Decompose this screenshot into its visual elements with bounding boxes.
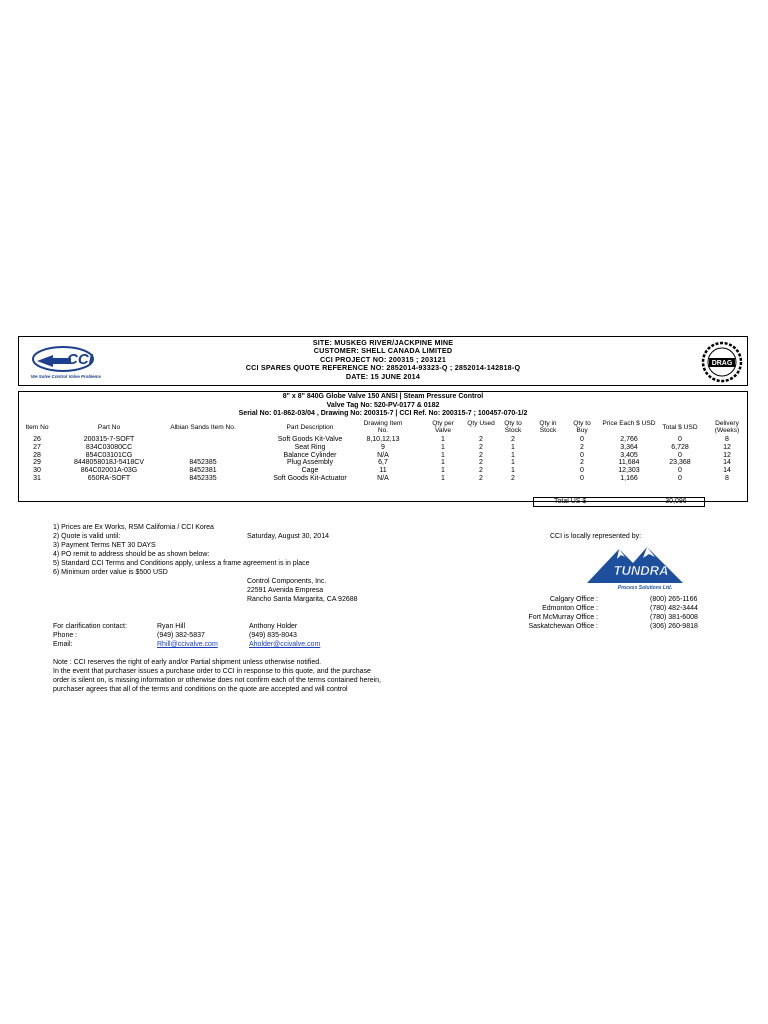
valve-line-3: Serial No: 01-862-03/04 , Drawing No: 200315-7 | CCI Ref. No: 200315-7 ; 100457-070-1/2: [238, 410, 528, 418]
cell-price: 1,166: [620, 475, 638, 482]
col-header-albian: Albian Sands Item No.: [170, 424, 236, 431]
contact-label: For clarification contact:: [53, 623, 127, 630]
col-header-qty-stock: Qty to Stock: [504, 420, 522, 435]
cci-logo-text: CCI: [67, 351, 93, 368]
cell-part: 8448058018J-5418CV: [73, 459, 145, 467]
cell-qty-used: 2: [479, 451, 483, 459]
office-phone-saskatchewan: (306) 260-9818: [650, 623, 698, 630]
term-4: 4) PO remit to address should be as shown below:: [53, 551, 210, 558]
cell-drawing: N/A: [377, 475, 389, 482]
cell-part: 200315-7-SOFT: [83, 436, 135, 443]
cell-qty-stock: 2: [511, 475, 515, 482]
header-customer: CUSTOMER: SHELL CANADA LIMITED: [313, 346, 453, 356]
quote-header: [18, 336, 748, 386]
cell-item: 26: [33, 436, 41, 443]
cell-part: 854C03101CG: [85, 451, 133, 459]
footnote-4: purchaser agrees that all of the terms and conditions on the quote are accepted and will control: [53, 686, 348, 693]
cell-price: 11,684: [618, 459, 640, 467]
term-1: 1) Prices are Ex Works, RSM California / CCI Korea: [53, 524, 214, 531]
cell-delivery: 14: [723, 459, 731, 467]
header-quote-ref: CCI SPARES QUOTE REFERENCE NO: 2852014-93323-Q ; 2852014-142818-Q: [245, 363, 521, 373]
office-phone-fort-mcmurray: (780) 381-6008: [650, 614, 698, 621]
tundra-logo: [585, 543, 701, 593]
footnote-3: order is silent on, is missing information or otherwise does not confirm each of the terms contained herein,: [53, 677, 381, 684]
cell-qty-buy: 0: [580, 475, 584, 482]
cell-desc: Soft Goods Kit-Actuator: [273, 475, 347, 482]
remit-line-1: Control Components, Inc.: [247, 578, 327, 585]
tundra-logo-text: TUNDRA: [613, 563, 669, 578]
remit-line-2: 22591 Avenida Empresa: [247, 587, 324, 594]
term-5: 5) Standard CCI Terms and Conditions apply, unless a frame agreement is in place: [53, 560, 310, 567]
cell-price: 3,405: [620, 451, 638, 459]
cell-item: 30: [33, 467, 41, 475]
tundra-logo-subtext: Process Solutions Ltd.: [617, 585, 673, 591]
header-project: CCI PROJECT NO: 200315 ; 203121: [319, 354, 447, 364]
email-label: Email:: [53, 641, 73, 648]
valve-description: [19, 393, 747, 419]
valve-line-2: Valve Tag No: 520-PV-0177 & 0182: [326, 401, 440, 409]
cell-albian: 8452335: [189, 475, 217, 482]
term-2: 2) Quote is valid until:: [53, 533, 121, 540]
cell-qty-stock: 1: [511, 451, 515, 459]
cell-qty-buy: 0: [580, 467, 584, 475]
cell-total: 0: [678, 451, 682, 459]
office-phone-edmonton: (780) 482-3444: [650, 605, 698, 612]
office-phone-calgary: (800) 265-1166: [650, 596, 698, 603]
header-site: SITE: MUSKEG RIVER/JACKPINE MINE: [312, 338, 454, 347]
office-label-saskatchewan: Saskatchewan Office :: [528, 623, 598, 630]
term-3: 3) Payment Terms NET 30 DAYS: [53, 542, 156, 549]
cell-item: 31: [33, 475, 41, 482]
cell-qty-used: 2: [479, 436, 483, 443]
cell-albian: 8452381: [189, 467, 217, 475]
col-header-item: Item No: [25, 424, 49, 431]
col-header-description: Part Description: [286, 424, 334, 431]
footnote-2: In the event that purchaser issues a purchase order to CCI in response to this quote, and the purchase: [53, 668, 371, 675]
cell-total: 0: [678, 475, 682, 482]
contact-2-phone: (949) 835-8043: [249, 632, 297, 639]
cell-delivery: 8: [725, 475, 729, 482]
phone-label: Phone :: [53, 632, 78, 639]
cell-qty-valve: 1: [441, 475, 445, 482]
remit-line-3: Rancho Santa Margarita, CA 92688: [247, 596, 358, 603]
office-label-fort-mcmurray: Fort McMurray Office :: [528, 614, 598, 621]
col-header-qty-used: Qty Used: [467, 420, 495, 427]
cell-drawing: 9: [381, 443, 385, 451]
cell-price: 3,364: [620, 443, 638, 451]
cell-total: 6,728: [671, 443, 689, 451]
office-label-edmonton: Edmonton Office :: [542, 605, 598, 612]
col-header-price: Price Each $ USD: [602, 420, 656, 427]
cell-desc: Cage: [301, 467, 319, 475]
valve-line-1: 8" x 8" 840G Globe Valve 150 ANSI | Steam Pressure Control: [282, 393, 484, 400]
cell-part: 834C03080CC: [85, 443, 133, 451]
col-header-delivery: Delivery (Weeks): [714, 420, 740, 435]
cell-item: 29: [33, 459, 41, 467]
cell-total: 0: [678, 436, 682, 443]
total-label: Total US $: [554, 498, 587, 505]
contact-2-email-link[interactable]: Aholder@ccivalve.com: [249, 641, 321, 648]
cell-item: 27: [33, 443, 41, 451]
cell-qty-valve: 1: [441, 436, 445, 443]
cell-part: 650RA-SOFT: [87, 475, 131, 482]
contact-2-name: Anthony Holder: [249, 623, 298, 630]
cell-part: 864C02001A-03G: [80, 467, 138, 475]
cell-desc: Seat Ring: [294, 443, 326, 451]
cell-qty-buy: 2: [580, 459, 584, 467]
cell-delivery: 14: [723, 467, 731, 475]
cell-qty-stock: 2: [511, 436, 515, 443]
col-header-drawing: Drawing Item No.: [363, 420, 403, 435]
header-date: DATE: 15 JUNE 2014: [345, 371, 421, 381]
col-header-qty-valve: Qty per Valve: [432, 420, 454, 435]
drag-logo-text: DRAG: [711, 360, 733, 368]
cell-qty-buy: 0: [580, 436, 584, 443]
header-lines: [19, 339, 747, 381]
drag-logo: [701, 341, 743, 383]
cell-qty-valve: 1: [441, 451, 445, 459]
col-header-qty-in-stock: Qty in Stock: [539, 420, 557, 435]
cell-total: 0: [678, 467, 682, 475]
cell-qty-valve: 1: [441, 443, 445, 451]
col-header-part: Part No: [97, 424, 121, 431]
cci-tagline: We Solve Control Valve Problems: [31, 374, 102, 379]
cell-qty-valve: 1: [441, 467, 445, 475]
cell-qty-buy: 2: [580, 443, 584, 451]
cell-qty-valve: 1: [441, 459, 445, 467]
represented-by: CCI is locally represented by:: [550, 533, 642, 540]
total-row: [533, 497, 705, 507]
contact-1-name: Ryan Hill: [157, 623, 186, 630]
cell-drawing: 11: [379, 467, 387, 475]
cell-total: 23,368: [669, 459, 691, 467]
cell-drawing: 6,7: [378, 459, 388, 467]
cell-albian: 8452385: [189, 459, 217, 467]
cell-drawing: N/A: [377, 451, 389, 459]
cell-qty-stock: 1: [511, 467, 515, 475]
cell-desc: Soft Goods Kit-Valve: [277, 436, 343, 443]
cell-delivery: 12: [723, 443, 731, 451]
cell-qty-used: 2: [479, 459, 483, 467]
footnote-1: Note : CCI reserves the right of early and/or Partial shipment unless otherwise notified.: [53, 659, 322, 666]
office-label-calgary: Calgary Office :: [549, 596, 598, 603]
cell-qty-buy: 0: [580, 451, 584, 459]
cell-qty-used: 2: [479, 467, 483, 475]
valid-until-date: Saturday, August 30, 2014: [247, 533, 329, 540]
cell-qty-stock: 1: [511, 459, 515, 467]
cell-desc: Plug Assembly: [287, 459, 333, 467]
cell-delivery: 8: [725, 436, 729, 443]
cell-item: 28: [33, 451, 41, 459]
cell-qty-stock: 1: [511, 443, 515, 451]
cell-desc: Balance Cylinder: [283, 451, 337, 459]
col-header-total: Total $ USD: [662, 424, 698, 431]
cell-qty-used: 2: [479, 443, 483, 451]
cell-qty-used: 2: [479, 475, 483, 482]
contact-1-email-link[interactable]: Rhill@ccivalve.com: [157, 641, 218, 648]
cell-price: 12,303: [618, 467, 640, 475]
parts-table: [18, 391, 748, 505]
total-value: 30,096: [665, 498, 687, 505]
col-header-qty-buy: Qty to Buy: [573, 420, 591, 435]
term-6: 6) Minimum order value is $500 USD: [53, 569, 168, 576]
cell-drawing: 8,10,12,13: [366, 436, 400, 443]
cell-price: 2,766: [620, 436, 638, 443]
cell-delivery: 12: [723, 451, 731, 459]
contact-1-phone: (949) 382-5837: [157, 632, 205, 639]
